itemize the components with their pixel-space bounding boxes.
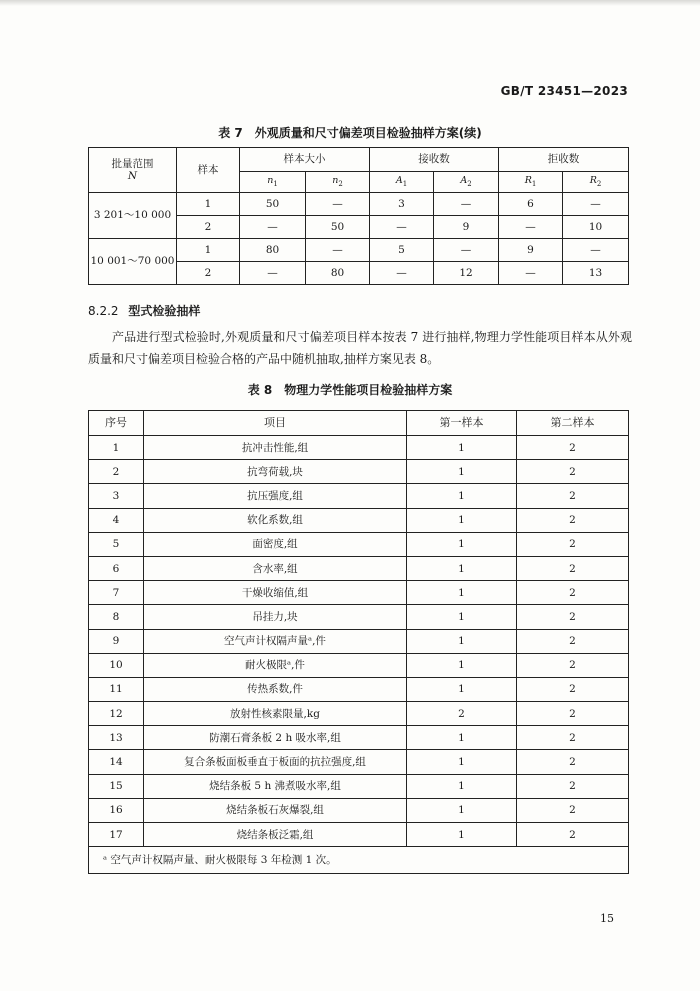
table-cell: 10 [89,653,144,677]
table-row [89,436,629,460]
table-cell: 1 [177,193,240,216]
table-cell: 耐火极限ᵃ,件 [144,653,407,677]
table-cell: 11 [89,677,144,701]
table-cell: 80 [306,262,370,285]
section-number: 8.2.2 [88,304,119,318]
table-cell: 5 [370,239,434,262]
table-cell: 抗压强度,组 [144,484,407,508]
table-cell: 2 [517,581,629,605]
table8-header-row [89,411,629,436]
table-cell: 2 [517,436,629,460]
table-cell: 1 [177,239,240,262]
table-cell: 9 [89,629,144,653]
table-row [89,726,629,750]
table-cell: 含水率,组 [144,556,407,580]
table-row [89,823,629,847]
table-row [89,193,629,216]
table-cell: 5 [89,532,144,556]
table-cell: 空气声计权隔声量ᵃ,件 [144,629,407,653]
header-first-sample: 第一样本 [407,411,517,436]
table-cell: 1 [407,823,517,847]
table-cell: 2 [517,823,629,847]
table-cell: 干燥收缩值,组 [144,581,407,605]
table-cell: 2 [407,702,517,726]
table-cell: 9 [499,239,563,262]
table-cell: 2 [517,726,629,750]
table-footnote: ᵃ 空气声计权隔声量、耐火极限每 3 年检测 1 次。 [89,847,629,874]
table-cell: 4 [89,508,144,532]
table-cell: 1 [407,726,517,750]
table-row [89,677,629,701]
table-row [89,750,629,774]
table-cell: 2 [517,653,629,677]
table-cell: 1 [407,653,517,677]
table-row [89,239,629,262]
table-row [89,581,629,605]
table-cell: 2 [517,702,629,726]
header-a2: $A_2$ [434,172,499,193]
header-batch-range: 批量范围 N [89,148,177,193]
table-cell: 14 [89,750,144,774]
table-row [89,508,629,532]
page-number: 15 [600,912,614,925]
table-cell: 13 [563,262,629,285]
table-cell: 12 [434,262,499,285]
header-n1: $n_1$ [240,172,306,193]
scan-edge-shadow [0,0,700,6]
table-cell: 1 [407,532,517,556]
table-row [89,532,629,556]
header-accept: 接收数 [370,148,499,172]
table-cell: 2 [517,798,629,822]
table-cell: 防潮石膏条板 2 h 吸水率,组 [144,726,407,750]
table-cell: 烧结条板石灰爆裂,组 [144,798,407,822]
table-row [89,460,629,484]
table8-title: 物理力学性能项目检验抽样方案 [284,383,453,397]
table-cell: 2 [517,629,629,653]
table-cell: 1 [407,629,517,653]
table-cell: 复合条板面板垂直于板面的抗拉强度,组 [144,750,407,774]
table-row [89,774,629,798]
header-seq: 序号 [89,411,144,436]
table-row [89,629,629,653]
header-r1: $R_1$ [499,172,563,193]
table-cell: 2 [517,484,629,508]
table-cell: 1 [407,460,517,484]
table-cell: — [240,262,306,285]
table-cell: 7 [89,581,144,605]
table-cell: 烧结条板泛霜,组 [144,823,407,847]
table-row [89,605,629,629]
table-cell: 3 [370,193,434,216]
table-cell: — [434,239,499,262]
table-cell: 1 [407,581,517,605]
table-cell: 2 [517,532,629,556]
section-title: 型式检验抽样 [128,304,201,318]
table-cell: 2 [177,216,240,239]
table-cell: 10 [563,216,629,239]
table-cell: 80 [240,239,306,262]
table-cell: 15 [89,774,144,798]
table-cell: 1 [407,605,517,629]
table-row [89,798,629,822]
table8-number: 表 8 [247,383,273,397]
body-paragraph: 产品进行型式检验时,外观质量和尺寸偏差项目样本按表 7 进行抽样,物理力学性能项目样本从外观质量和尺寸偏差项目检验合格的产品中随机抽取,抽样方案见表 8。 [88,330,632,366]
header-r2: $R_2$ [563,172,629,193]
table7-caption [0,124,700,141]
table-cell: 2 [517,677,629,701]
table-cell: 2 [89,460,144,484]
table7-title: 外观质量和尺寸偏差项目检验抽样方案(续) [254,126,482,140]
section-heading [88,302,200,319]
header-sample: 样本 [177,148,240,193]
table-cell: 1 [407,556,517,580]
table-cell: 软化系数,组 [144,508,407,532]
standard-number: GB/T 23451—2023 [500,84,628,98]
header-item: 项目 [144,411,407,436]
table-cell: 2 [517,508,629,532]
table-cell: — [240,216,306,239]
table-cell: — [434,193,499,216]
table-row [89,653,629,677]
table-cell: 放射性核素限量,kg [144,702,407,726]
table-cell: 1 [407,436,517,460]
table-cell: 1 [407,798,517,822]
table8-note-row [89,847,629,874]
table-cell: 16 [89,798,144,822]
table-row [89,484,629,508]
table-cell: 抗冲击性能,组 [144,436,407,460]
table-cell: 1 [407,750,517,774]
table-cell: 传热系数,件 [144,677,407,701]
batch-range-cell: 3 201～10 000 [89,193,177,239]
table-cell: 6 [89,556,144,580]
header-sample-size: 样本大小 [240,148,370,172]
table-cell: 吊挂力,块 [144,605,407,629]
header-a1: $A_1$ [370,172,434,193]
header-second-sample: 第二样本 [517,411,629,436]
batch-range-cell: 10 001～70 000 [89,239,177,285]
header-reject: 拒收数 [499,148,629,172]
table-cell: — [306,239,370,262]
table-cell: — [499,262,563,285]
table-cell: 1 [89,436,144,460]
table-cell: — [499,216,563,239]
table-cell: 烧结条板 5 h 沸煮吸水率,组 [144,774,407,798]
table-cell: 50 [306,216,370,239]
table-cell: 13 [89,726,144,750]
table-cell: 8 [89,605,144,629]
table-cell: 2 [177,262,240,285]
table-cell: 2 [517,460,629,484]
table-cell: 1 [407,774,517,798]
table-cell: 1 [407,508,517,532]
table-cell: 50 [240,193,306,216]
table-row [89,556,629,580]
table-row [89,702,629,726]
header-n2: $n_2$ [306,172,370,193]
table-cell: 2 [517,750,629,774]
table8-caption [0,381,700,398]
table7 [88,147,629,285]
table-cell: 9 [434,216,499,239]
table-cell: 2 [517,605,629,629]
table-cell: 1 [407,677,517,701]
table-cell: 12 [89,702,144,726]
table-cell: — [306,193,370,216]
table8 [88,410,629,874]
table-cell: 面密度,组 [144,532,407,556]
table-cell: 2 [517,774,629,798]
table7-number: 表 7 [218,126,243,140]
table-cell: 2 [517,556,629,580]
table-cell: — [563,193,629,216]
table-cell: 17 [89,823,144,847]
table-cell: — [370,216,434,239]
table-cell: — [370,262,434,285]
table-cell: 6 [499,193,563,216]
table-cell: 1 [407,484,517,508]
table-cell: 抗弯荷载,块 [144,460,407,484]
table-cell: — [563,239,629,262]
table-cell: 3 [89,484,144,508]
